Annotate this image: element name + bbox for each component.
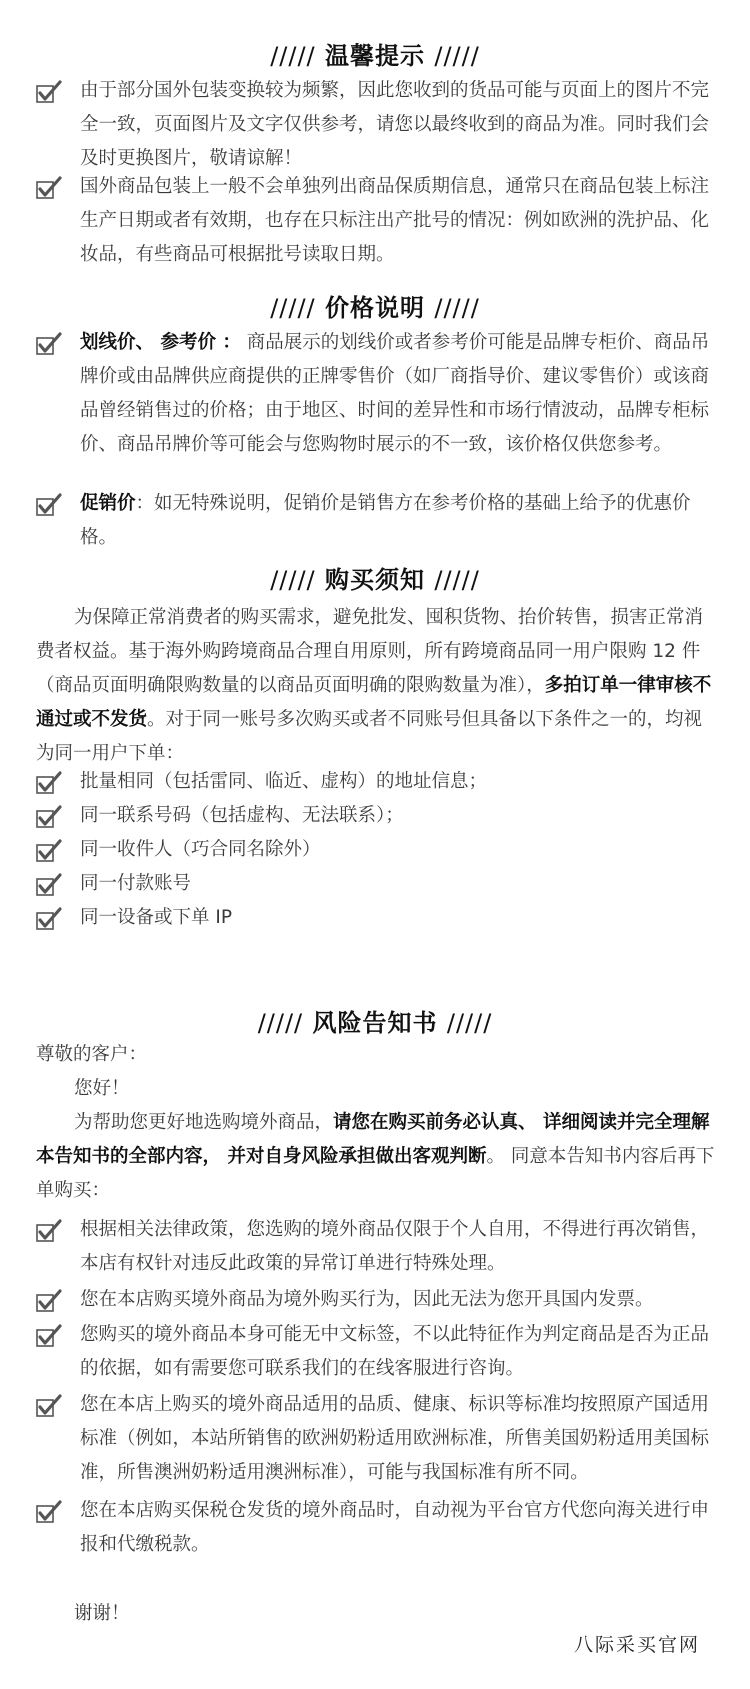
- risk-item: 您在本店购买境外商品为境外购买行为，因此无法为您开具国内发票。: [36, 1283, 716, 1317]
- tip-text: 国外商品包装上一般不会单独列出商品保质期信息，通常只在商品包装上标注生产日期或者有效期，也存在只标注出产批号的情况：例如欧洲的洗护品、化妆品，有些商品可根据批号读取日期。: [80, 176, 710, 265]
- checkmark-icon: [36, 332, 62, 356]
- checkmark-icon: [36, 805, 62, 829]
- price-text: 划线价、 参考价 ： 商品展示的划线价或者参考价可能是品牌专柜价、商品吊牌价或由品牌供应商提供的正牌零售价（如厂商指导价、建议零售价）或该商品曾经销售过的价格；由于地区、时间的差异性和市场行情波动，品牌专柜标价、商品吊牌价等可能会与您购物时展示的不一致，该价格仅供您参考。: [80, 332, 710, 455]
- risk-item: 您在本店购买保税仓发货的境外商品时，自动视为平台官方代您向海关进行申报和代缴税款。: [36, 1494, 716, 1562]
- risk-item: 您购买的境外商品本身可能无中文标签，不以此特征作为判定商品是否为正品的依据，如有需要您可联系我们的在线客服进行咨询。: [36, 1318, 716, 1386]
- risk-intro: 为帮助您更好地选购境外商品，请您在购买前务必认真、 详细阅读并完全理解本告知书的全部内容， 并对自身风险承担做出客观判断。 同意本告知书内容后再下单购买：: [36, 1112, 715, 1201]
- risk-item: 您在本店上购买的境外商品适用的品质、健康、标识等标准均按照原产国适用标准（例如，本站所销售的欧洲奶粉适用欧洲标准，所售美国奶粉适用美国标准，所售澳洲奶粉适用澳洲标准），可能与我国标准有所不同。: [36, 1388, 716, 1490]
- purchase-rule: 同一付款账号: [36, 867, 716, 901]
- risk-item: 根据相关法律政策，您选购的境外商品仅限于个人自用，不得进行再次销售，本店有权针对违反此政策的异常订单进行特殊处理。: [36, 1213, 716, 1281]
- price-item-promo: [36, 487, 716, 555]
- checkmark-icon: [36, 839, 62, 863]
- risk-greeting: 尊敬的客户：: [36, 1044, 148, 1065]
- purchase-rule: 同一联系号码（包括虚构、无法联系）；: [36, 799, 716, 833]
- section-title-tips: ///// 温馨提示 /////: [270, 42, 480, 70]
- checkmark-icon: [36, 1219, 62, 1243]
- checkmark-icon: [36, 493, 62, 517]
- tip-item: [36, 170, 716, 272]
- purchase-rule: 同一设备或下单 IP: [36, 901, 716, 935]
- checkmark-icon: [36, 771, 62, 795]
- price-item-reference: [36, 326, 716, 462]
- tip-text: 由于部分国外包装变换较为频繁，因此您收到的货品可能与页面上的图片不完全一致，页面图片及文字仅供参考，请您以最终收到的商品为准。同时我们会及时更换图片，敬请谅解！: [80, 80, 710, 169]
- checkmark-icon: [36, 1289, 62, 1313]
- price-label: 促销价: [80, 493, 136, 514]
- section-title-risk: ///// 风险告知书 /////: [257, 1009, 493, 1037]
- checkmark-icon: [36, 1324, 62, 1348]
- purchase-intro: 为保障正常消费者的购买需求，避免批发、囤积货物、抬价转售，损害正常消费者权益。基于海外购跨境商品合理自用原则，所有跨境商品同一用户限购 12 件（商品页面明确限购数量的以商品页面明确的限购数量为准），多拍订单一律审核不通过或不发货。对于同一账号多次购买或者不同账号但具备以下条件之一的，均视为同一用户下单：: [36, 607, 712, 764]
- price-text: 促销价：如无特殊说明，促销价是销售方在参考价格的基础上给予的优惠价格。: [80, 493, 691, 548]
- tip-item: [36, 74, 716, 176]
- checkmark-icon: [36, 1394, 62, 1418]
- checkmark-icon: [36, 1500, 62, 1524]
- checkmark-icon: [36, 176, 62, 200]
- price-label: 划线价、 参考价 ：: [80, 332, 241, 353]
- risk-hello: 您好！: [74, 1078, 130, 1099]
- section-title-price: ///// 价格说明 /////: [270, 294, 480, 322]
- risk-thanks: 谢谢！: [74, 1603, 130, 1624]
- checkmark-icon: [36, 873, 62, 897]
- checkmark-icon: [36, 907, 62, 931]
- purchase-rule: 批量相同（包括雷同、临近、虚构）的地址信息；: [36, 765, 716, 799]
- store-signature: 八际采买官网: [573, 1634, 700, 1656]
- purchase-rule: 同一收件人（巧合同名除外）: [36, 833, 716, 867]
- section-title-purchase: ///// 购买须知 /////: [270, 566, 480, 594]
- checkmark-icon: [36, 80, 62, 104]
